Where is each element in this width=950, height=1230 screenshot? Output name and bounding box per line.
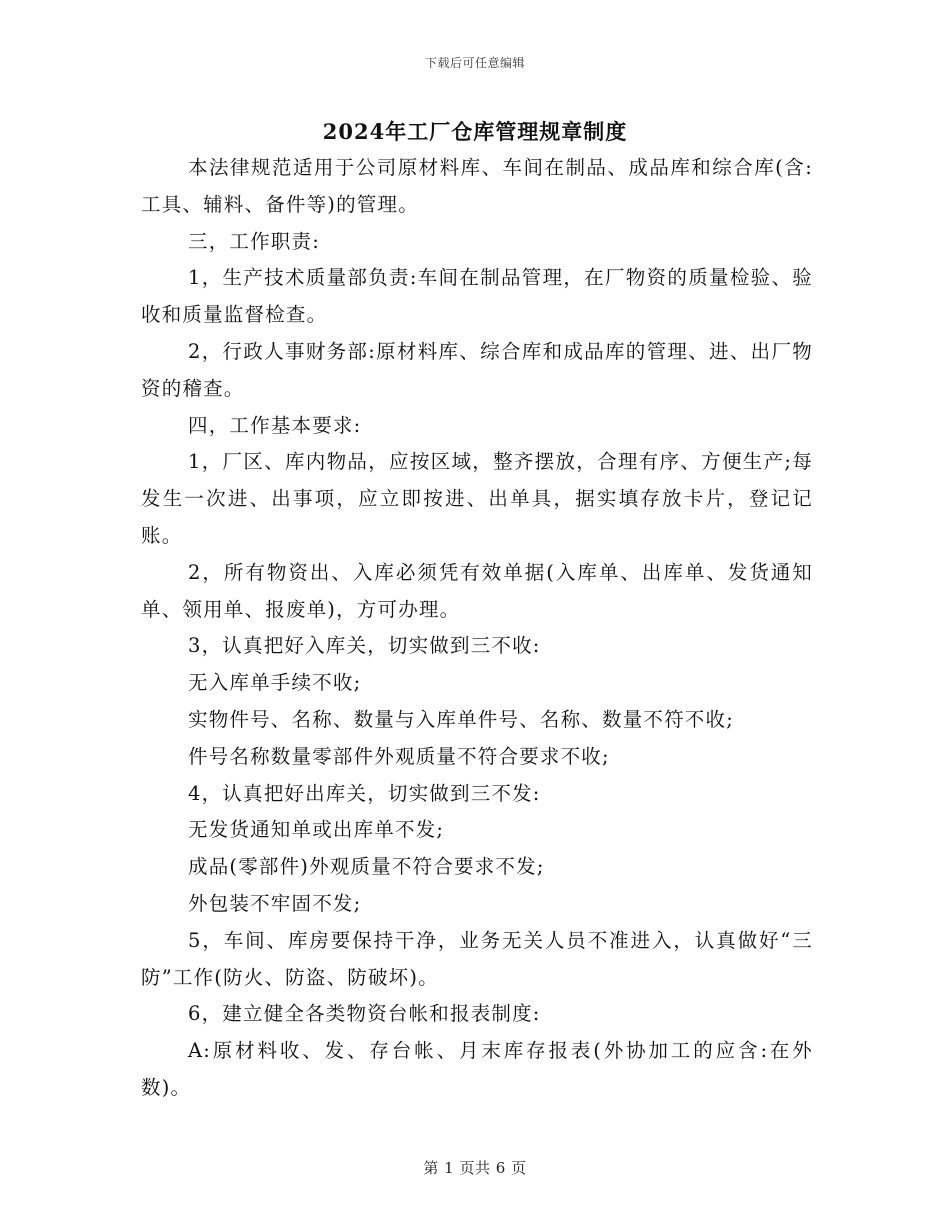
paragraph: 3，认真把好入库关，切实做到三不收: <box>188 634 541 658</box>
list-item: 外包装不牢固不发; <box>188 891 362 915</box>
paragraph: A:原材料收、发、存台帐、月末库存报表(外协加工的应含:在外数)。 <box>141 1039 813 1099</box>
section-heading: 三，工作职责: <box>188 229 320 253</box>
paragraph: 6，建立健全各类物资台帐和报表制度: <box>188 1002 541 1026</box>
list-item: 实物件号、名称、数量与入库单件号、名称、数量不符不收; <box>188 707 734 731</box>
paragraph: 2，行政人事财务部:原材料库、综合库和成品库的管理、进、出厂物资的稽查。 <box>141 339 813 400</box>
document-body <box>141 150 813 1107</box>
list-item: 无入库单手续不收; <box>188 671 362 695</box>
paragraph: 5，车间、库房要保持干净，业务无关人员不准进入，认真做好“三防”工作(防火、防盗、防破坏)。 <box>141 928 813 989</box>
paragraph: 2，所有物资出、入库必须凭有效单据(入库单、出库单、发货通知单、领用单、报废单)，方可办理。 <box>141 560 813 621</box>
page-number: 第 1 页共 6 页 <box>423 1159 527 1177</box>
section-heading: 四，工作基本要求: <box>188 413 362 437</box>
paragraph: 4，认真把好出库关，切实做到三不发: <box>188 781 541 805</box>
list-item: 无发货通知单或出库单不发; <box>188 818 445 842</box>
document-title: 2024年工厂仓库管理规章制度 <box>322 119 628 144</box>
paragraph: 1，厂区、库内物品，应按区域，整齐摆放，合理有序、方便生产;每发生一次进、出事项，应立即按进、出单具，据实填存放卡片，登记记账。 <box>141 450 813 547</box>
page-header-note: 下载后可任意编辑 <box>424 56 525 70</box>
paragraph: 1，生产技术质量部负责:车间在制品管理，在厂物资的质量检验、验收和质量监督检查。 <box>141 266 813 327</box>
paragraph: 本法律规范适用于公司原材料库、车间在制品、成品库和综合库(含:工具、辅料、备件等)的管理。 <box>141 156 813 216</box>
list-item: 件号名称数量零部件外观质量不符合要求不收; <box>188 744 610 768</box>
list-item: 成品(零部件)外观质量不符合要求不发; <box>188 855 545 879</box>
